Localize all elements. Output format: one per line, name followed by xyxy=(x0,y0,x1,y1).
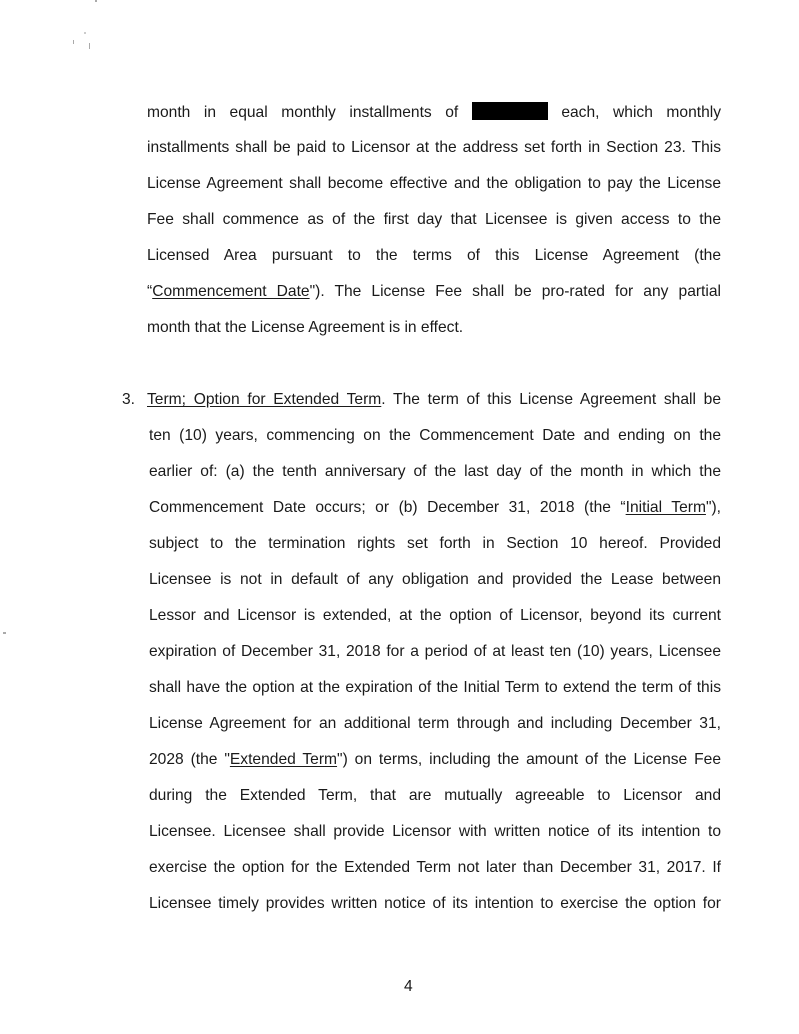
scan-speck xyxy=(73,40,74,44)
text-line: subject to the termination rights set forth in Section 10 hereof. Provided xyxy=(149,535,721,552)
page-number: 4 xyxy=(404,978,413,995)
text-line: Licensed Area pursuant to the terms of this License Agreement (the xyxy=(147,247,721,264)
text-segment: "), xyxy=(705,499,722,516)
section-number: 3. xyxy=(122,391,136,408)
scan-speck xyxy=(84,32,86,34)
text-line xyxy=(147,282,721,302)
text-line: shall have the option at the expiration of the Initial Term to extend the term of this xyxy=(149,679,721,696)
text-segment: "). The License Fee shall be pro-rated for any partial xyxy=(309,283,721,300)
text-line: month that the License Agreement is in effect. xyxy=(147,319,464,336)
text-line: exercise the option for the Extended Term not later than December 31, 2017. If xyxy=(149,859,721,876)
scan-speck xyxy=(89,43,90,49)
text-line: Fee shall commence as of the first day that Licensee is given access to the xyxy=(147,211,721,228)
defined-term: Extended Term xyxy=(229,751,338,768)
text-line: ten (10) years, commencing on the Commencement Date and ending on the xyxy=(149,427,721,444)
text-segment: Commencement Date occurs; or (b) December 31, 2018 (the “ xyxy=(149,499,626,516)
defined-term: Initial Term xyxy=(625,499,706,516)
defined-term: Commencement Date xyxy=(152,283,310,300)
text-line: License Agreement shall become effective and the obligation to pay the License xyxy=(147,175,721,192)
text-line xyxy=(149,750,721,770)
text-line: Licensee is not in default of any obligation and provided the Lease between xyxy=(149,571,721,588)
text-segment: each, which monthly xyxy=(561,104,722,121)
text-line: Licensee timely provides written notice of its intention to exercise the option for xyxy=(149,895,721,912)
scan-speck xyxy=(3,632,6,634)
text-line xyxy=(147,102,721,123)
text-line xyxy=(147,390,721,410)
section-heading: Term; Option for Extended Term xyxy=(147,391,382,408)
text-segment: ") on terms, including the amount of the License Fee xyxy=(337,751,721,768)
text-line: Lessor and Licensor is extended, at the option of Licensor, beyond its current xyxy=(149,607,721,624)
text-line: Licensee. Licensee shall provide Licensor with written notice of its intention to xyxy=(149,823,721,840)
text-line: during the Extended Term, that are mutually agreeable to Licensor and xyxy=(149,787,721,804)
text-line: installments shall be paid to Licensor at the address set forth in Section 23. This xyxy=(147,139,721,156)
text-segment: “ xyxy=(147,283,153,300)
redaction-box xyxy=(472,102,548,120)
text-line: expiration of December 31, 2018 for a period of at least ten (10) years, Licensee xyxy=(149,643,721,660)
text-line xyxy=(149,498,721,518)
text-line: License Agreement for an additional term through and including December 31, xyxy=(149,715,721,732)
text-line: earlier of: (a) the tenth anniversary of the last day of the month in which the xyxy=(149,463,721,480)
text-segment: 2028 (the " xyxy=(149,751,230,768)
text-segment: . The term of this License Agreement shall be xyxy=(381,391,722,408)
text-segment: month in equal monthly installments of xyxy=(147,104,459,121)
scan-speck xyxy=(95,0,97,2)
